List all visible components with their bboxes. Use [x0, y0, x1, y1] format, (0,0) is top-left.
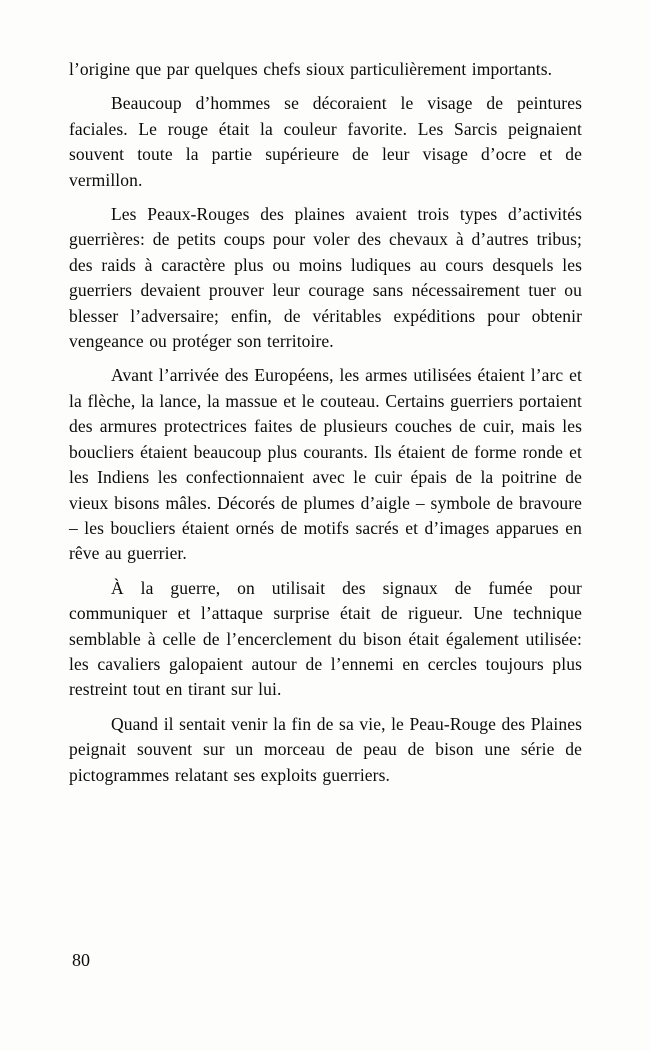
page-number: 80: [72, 950, 90, 970]
paragraph: Beaucoup d’hommes se décoraient le visage de peintures faciales. Le rouge était la couleur favorite. Les Sarcis peignaient souvent toute la partie supérieure de leur visage d’ocre et de vermillon.: [69, 93, 582, 190]
paragraph: Quand il sentait venir la fin de sa vie, le Peau-Rouge des Plaines peignait souvent sur un morceau de peau de bison une série de pictogrammes relatant ses exploits guerriers.: [69, 713, 582, 785]
paragraph: l’origine que par quelques chefs sioux particulièrement importants.: [69, 59, 553, 79]
paragraph: À la guerre, on utilisait des signaux de fumée pour communiquer et l’attaque surprise était de rigueur. Une technique semblable à celle de l’encerclement du bison était également utilisée: les cavaliers galopaient autour de l’ennemi en cercles toujours plus restreint tout en tirant sur lui.: [69, 577, 582, 700]
paragraph: Les Peaux-Rouges des plaines avaient trois types d’activités guerrières: de petits coups pour voler des chevaux à d’autres tribus; des raids à caractère plus ou moins ludiques au cours desquels les guerriers devaient prouver leur courage sans nécessairement tuer ou blesser l’adversaire; enfin, de véritables expéditions pour obtenir vengeance ou protéger son territoire.: [69, 204, 582, 352]
page-text: [69, 57, 582, 797]
paragraph: Avant l’arrivée des Européens, les armes utilisées étaient l’arc et la flèche, la lance, la massue et le couteau. Certains guerriers portaient des armures protectrices faites de plusieurs couches de cuir, mais les boucliers étaient beaucoup plus courants. Ils étaient de forme ronde et les Indiens les confectionnaient avec le cuir épais de la poitrine de vieux bisons mâles. Décorés de plumes d’aigle – symbole de bravoure – les boucliers étaient ornés de motifs sacrés et d’images apparues en rêve au guerrier.: [69, 365, 582, 564]
